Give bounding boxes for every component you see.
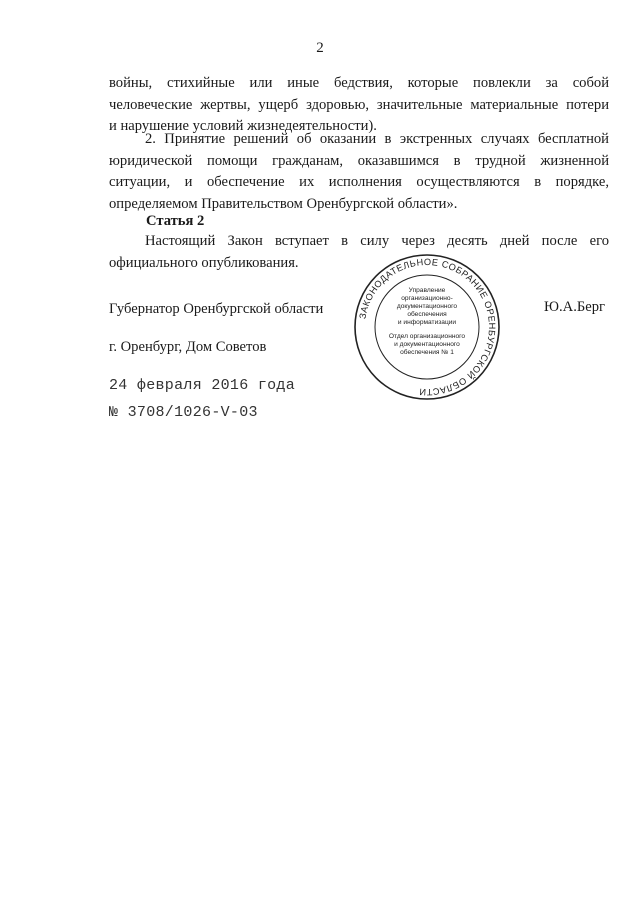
seal-inner-text: организационно-: [401, 295, 453, 302]
stamp-date: 24 февраля 2016 года: [109, 377, 296, 394]
seal-outer-circle: [355, 255, 499, 399]
text-line: человеческие жертвы, ущерб здоровью, значительные материальные потери: [109, 96, 609, 113]
place-of-signing: г. Оренбург, Дом Советов: [109, 339, 267, 355]
text-line: 2. Принятие решений об оказании в экстренных случаях бесплатной: [145, 131, 609, 147]
text-line: определяемом Правительством Оренбургской области».: [109, 195, 458, 212]
signature-position: Губернатор Оренбургской области: [109, 301, 324, 317]
signature-name: Ю.А.Берг: [544, 299, 605, 315]
article-heading: Статья 2: [146, 213, 205, 229]
stamp-number: № 3708/1026-V-03: [109, 404, 258, 421]
seal-inner-text: и документационного: [394, 341, 460, 348]
text-line: и нарушение условий жизнедеятельности).: [109, 118, 377, 134]
text-line: официального опубликования.: [109, 254, 299, 271]
seal-inner-text: и информатизации: [397, 319, 457, 326]
paragraph-continuation: [109, 73, 609, 138]
text-line: юридической помощи гражданам, оказавшимся в трудной жизненной: [109, 152, 609, 169]
official-seal: [352, 252, 502, 402]
seal-inner-text: обеспечения: [407, 311, 447, 318]
seal-inner-text: обеспечения № 1: [400, 349, 454, 356]
seal-inner-text: Отдел организационного: [388, 333, 466, 340]
seal-ring-text: ЗАКОНОДАТЕЛЬНОЕ СОБРАНИЕ ОРЕНБУРГСКОЙ ОБЛАСТИ: [357, 256, 498, 398]
seal-inner-text: документационного: [396, 303, 458, 310]
seal-inner-text: Управление: [408, 287, 446, 294]
text-line: Настоящий Закон вступает в силу через десять дней после его: [145, 233, 609, 249]
text-line: войны, стихийные или иные бедствия, которые повлекли за собой: [109, 75, 609, 91]
text-line: ситуации, и обеспечение их исполнения осуществляются в порядке,: [109, 174, 609, 190]
paragraph-point-2: [109, 129, 609, 215]
page-number: 2: [316, 40, 324, 56]
